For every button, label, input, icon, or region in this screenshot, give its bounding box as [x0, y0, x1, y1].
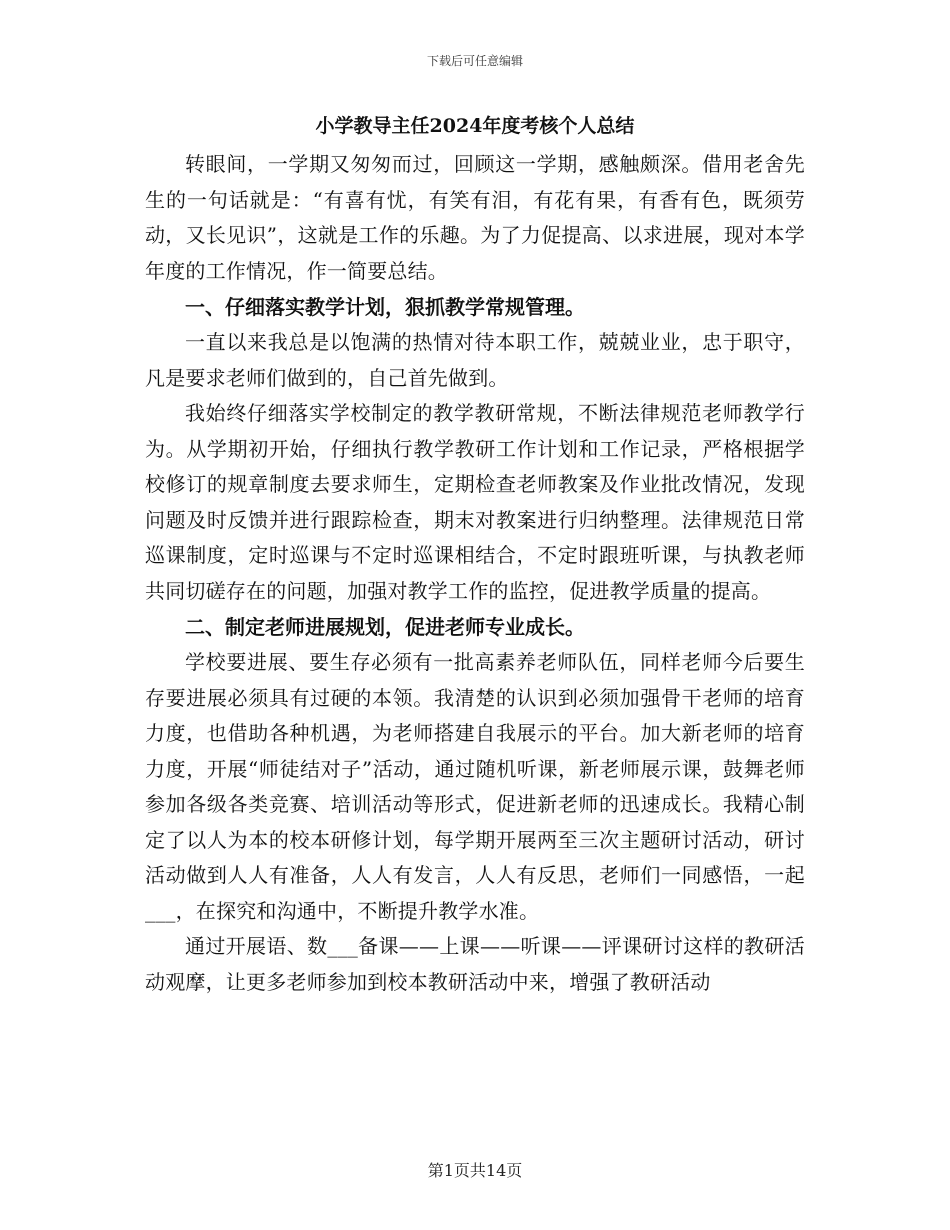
section-heading-2: 二、制定老师进展规划，促进老师专业成长。 [185, 615, 585, 639]
page-number-footer: 第1页共14页 [427, 1161, 523, 1180]
page-header: 下载后可任意编辑 [426, 54, 523, 68]
section-heading-1: 一、仔细落实教学计划，狠抓教学常规管理。 [185, 295, 585, 319]
document-body [145, 105, 805, 1000]
document-title: 小学教导主任2024年度考核个人总结 [315, 115, 635, 137]
paragraph-teacher-development: 学校要进展、要生存必须有一批高素养老师队伍，同样老师今后要生存要进展必须具有过硬的本领。我清楚的认识到必须加强骨干老师的培育力度，也借助各种机遇，为老师搭建自我展示的平台。加大新老师的培育力度，开展“师徒结对子”活动，通过随机听课，新老师展示课，鼓舞老师参加各级各类竞赛、培训活动等形式，促进新老师的迅速成长。我精心制定了以人为本的校本研修计划，每学期开展两至三次主题研讨活动，研讨活动做到人人有准备，人人有发言，人人有反思，老师们一同感悟，一起___，在探究和沟通中，不断提升教学水准。 [145, 650, 805, 923]
paragraph-dedication: 一直以来我总是以饱满的热情对待本职工作，兢兢业业，忠于职守，凡是要求老师们做到的，自己首先做到。 [145, 330, 805, 390]
paragraph-teaching-research: 通过开展语、数___备课——上课——听课——评课研讨这样的教研活动观摩，让更多老师参加到校本教研活动中来，增强了教研活动 [145, 934, 805, 994]
paragraph-intro: 转眼间，一学期又匆匆而过，回顾这一学期，感触颇深。借用老舍先生的一句话就是：“有喜有忧，有笑有泪，有花有果，有香有色，既须劳动，又长见识”，这就是工作的乐趣。为了力促提高、以求进展，现对本学年度的工作情况，作一简要总结。 [145, 152, 805, 283]
paragraph-teaching-routine: 我始终仔细落实学校制定的教学教研常规，不断法律规范老师教学行为。从学期初开始，仔细执行教学教研工作计划和工作记录，严格根据学校修订的规章制度去要求师生，定期检查老师教案及作业批改情况，发现问题及时反馈并进行跟踪检查，期末对教案进行归纳整理。法律规范日常巡课制度，定时巡课与不定时巡课相结合，不定时跟班听课，与执教老师共同切磋存在的问题，加强对教学工作的监控，促进教学质量的提高。 [145, 401, 805, 603]
